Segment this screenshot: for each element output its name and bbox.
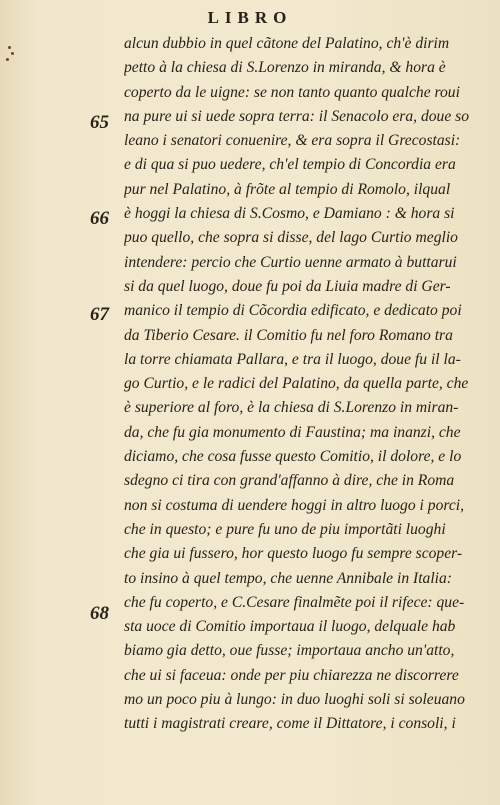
margin-ornament-dot [6, 58, 9, 61]
text-line: pur nel Palatino, à frõte al tempio di Romolo, ilqual [124, 180, 451, 198]
text-line: è hoggi la chiesa di S.Cosmo, e Damiano : & hora si [124, 205, 455, 223]
margin-number: 67 [90, 304, 109, 325]
margin-number: 68 [90, 603, 109, 624]
text-line: biamo gia detto, oue fusse; importaua ancho un'atto, [124, 642, 455, 660]
text-line: da Tiberio Cesare. il Comitio fu nel foro Romano tra [124, 326, 453, 344]
text-line: coperto da le uigne: se non tanto quanto qualche roui [124, 83, 460, 101]
text-line: tutti i magistrati creare, come il Dittatore, i consoli, i [124, 715, 456, 733]
text-line: go Curtio, e le radici del Palatino, da quella parte, che [124, 375, 469, 393]
body-text [124, 32, 490, 737]
text-line: che in questo; e pure fu uno de piu importãti luoghi [124, 520, 446, 538]
text-line: si da quel luogo, doue fu poi da Liuia madre di Ger- [124, 277, 451, 295]
text-line: to insino à quel tempo, che uenne Annibale in Italia: [124, 569, 452, 587]
margin-ornament-dot [8, 46, 11, 49]
text-line: la torre chiamata Pallara, e tra il luogo, doue fu il la- [124, 350, 461, 368]
text-line: e di qua si puo uedere, ch'el tempio di Concordia era [124, 156, 456, 174]
text-line: che gia ui fussero, hor questo luogo fu sempre scoper- [124, 545, 463, 563]
text-line: che ui si faceua: onde per piu chiarezza ne discorrere [124, 666, 459, 684]
text-line: petto à la chiesa di S.Lorenzo in miranda, & hora è [124, 59, 446, 77]
text-line: alcun dubbio in quel cãtone del Palatino, ch'è dirim [124, 35, 450, 52]
text-line: mo un poco piu à lungo: in duo luoghi soli si soleuano [124, 691, 465, 709]
text-line: sta uoce di Comitio importaua il luogo, delquale hab [124, 618, 456, 636]
text-line: che fu coperto, e C.Cesare finalmẽte poi il rifece: que- [124, 593, 465, 611]
text-line: da, che fu gia monumento di Faustina; ma inanzi, che [124, 423, 461, 441]
running-head: LIBRO [207, 8, 293, 27]
margin-number: 66 [90, 208, 109, 229]
text-line: manico il tempio di Cõcordia edificato, e dedicato poi [124, 302, 462, 320]
text-line: puo quello, che sopra si disse, del lago Curtio meglio [124, 229, 458, 247]
margin-ornament-dot [11, 52, 14, 55]
text-line: diciamo, che cosa fusse questo Comitio, il dolore, e lo [124, 448, 462, 466]
margin-number: 65 [90, 112, 109, 133]
text-line: è superiore al foro, è la chiesa di S.Lorenzo in miran- [124, 399, 459, 417]
text-line: na pure ui si uede sopra terra: il Senacolo era, doue so [124, 107, 470, 125]
text-line: intendere: percio che Curtio uenne armato à buttarui [124, 253, 457, 271]
text-line: sdegno ci tira con grand'affanno à dire, che in Roma [124, 472, 455, 490]
text-line: leano i senatori conuenire, & era sopra il Grecostasi: [124, 132, 461, 150]
text-line: non si costuma di uendere hoggi in altro luogo i porci, [124, 496, 465, 514]
